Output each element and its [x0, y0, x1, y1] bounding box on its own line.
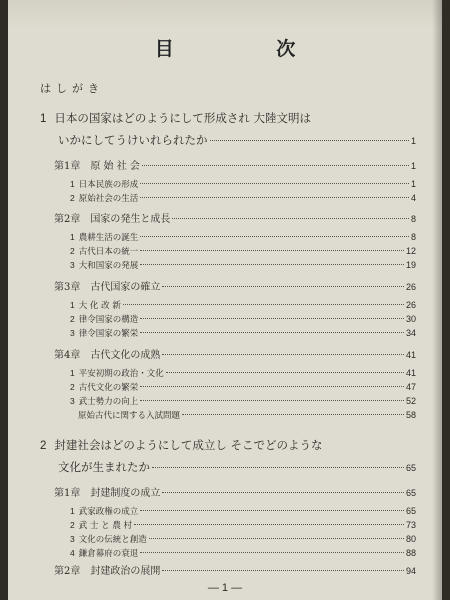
part-1-line-2: いかにしてうけいれられたか 1 [58, 133, 416, 147]
chapter-1: 第1章 原 始 社 会 1 [54, 161, 416, 172]
page-title: 目 次 [154, 38, 344, 60]
page-spine-shadow [432, 0, 442, 600]
chapter-3: 第3章 古代国家の確立 26 [54, 282, 416, 293]
preface-heading: はしがき [40, 82, 104, 95]
part-2-line-2: 文化が生まれたか 65 [58, 460, 416, 474]
section-item: 3 武士勢力の向上 52 [70, 396, 416, 407]
section-item: 3 大和国家の発展 19 [70, 260, 416, 271]
section-item: 2 律令国家の構造 30 [70, 314, 416, 325]
page-number: — 1 — [207, 582, 243, 594]
section-item: 3 律令国家の繁栄 34 [70, 328, 416, 339]
bleed-through-text [8, 0, 442, 28]
section-item: 1 平安初期の政治・文化 41 [70, 368, 416, 379]
chapter-2: 第2章 国家の発生と成長 8 [54, 214, 416, 225]
part-1-line-1: 1 日本の国家はどのようにして形成され 大陸文明は [40, 111, 312, 125]
chapter-1-part-2: 第1章 封建制度の成立 65 [54, 488, 416, 499]
section-item: 4 鎌倉幕府の衰退 88 [70, 548, 416, 559]
section-item: 2 武 士 と 農 村 73 [70, 520, 416, 531]
section-item: 1 武家政権の成立 65 [70, 506, 416, 517]
chapter-4: 第4章 古代文化の成熟 41 [54, 350, 416, 361]
section-item-exam-questions: 原始古代に関する入試問題 58 [78, 410, 416, 421]
leader-dots [210, 140, 409, 141]
chapter-2-part-2: 第2章 封建政治の展開 94 [54, 566, 416, 577]
section-item: 1 日本民族の形成 1 [70, 179, 416, 190]
section-item: 2 古代文化の繁栄 47 [70, 382, 416, 393]
book-page [8, 0, 442, 600]
section-item: 2 古代日本の統一 12 [70, 246, 416, 257]
section-item: 2 原始社会の生活 4 [70, 193, 416, 204]
part-2-line-1: 2 封建社会はどのようにして成立し そこでどのような [40, 438, 323, 452]
section-item: 1 大 化 改 新 26 [70, 300, 416, 311]
section-item: 3 文化の伝統と創造 80 [70, 534, 416, 545]
section-item: 1 農耕生活の誕生 8 [70, 232, 416, 243]
